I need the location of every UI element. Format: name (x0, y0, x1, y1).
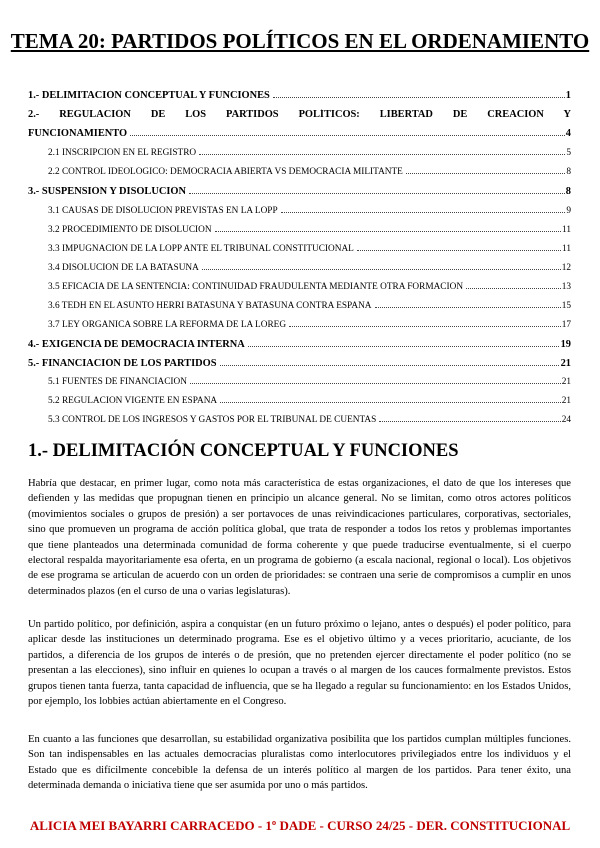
toc-entry[interactable]: 4.- EXIGENCIA DE DEMOCRACIA INTERNA 19 (28, 339, 571, 350)
toc-entry[interactable]: 5.1 FUENTES DE FINANCIACIÓN 21 (48, 377, 571, 387)
toc-entry[interactable]: 2.1 INSCRIPCIÓN EN EL REGISTRO 5 (48, 148, 571, 158)
toc-entry[interactable]: 1.- DELIMITACIÓN CONCEPTUAL Y FUNCIONES 1 (28, 90, 571, 101)
toc-entry[interactable]: 2.- REGULACIÓN DE LOS PARTIDOS POLÍTICOS: LIBERTAD DE CREACIÓN Y (28, 109, 571, 120)
toc-entry[interactable]: 3.7 LEY ORGÁNICA SOBRE LA REFORMA DE LA LOREG 17 (48, 320, 571, 330)
toc-entry[interactable]: 5.- FINANCIACIÓN DE LOS PARTIDOS 21 (28, 358, 571, 369)
toc-entry[interactable]: 3.1 CAUSAS DE DISOLUCIÓN PREVISTAS EN LA LOPP 9 (48, 206, 571, 216)
toc-entry[interactable]: 3.5 EFICACIA DE LA SENTENCIA: CONTINUIDAD FRAUDULENTA MEDIANTE OTRA FORMACIÓN 13 (48, 282, 571, 292)
toc-entry[interactable]: 3.4 DISOLUCIÓN DE LA BATASUNA 12 (48, 263, 571, 273)
document-title: TEMA 20: PARTIDOS POLÍTICOS EN EL ORDENAMIENTO (10, 29, 590, 53)
page-footer: ALICIA MEI BAYARRI CARRACEDO - 1º DADE - CURSO 24/25 - DER. CONSTITUCIONAL (29, 818, 571, 833)
toc-entry[interactable]: 3.- SUSPENSIÓN Y DISOLUCIÓN 8 (28, 186, 571, 197)
toc-entry-continued[interactable]: FUNCIONAMIENTO 4 (28, 128, 571, 139)
toc-entry[interactable]: 2.2 CONTROL IDEOLÓGICO: DEMOCRACIA ABIERTA VS DEMOCRACIA MILITANTE 8 (48, 167, 571, 177)
toc-entry[interactable]: 5.2 REGULACIÓN VIGENTE EN ESPAÑA 21 (48, 396, 571, 406)
toc-entry[interactable]: 3.6 TEDH EN EL ASUNTO HERRI BATASUNA Y BATASUNA CONTRA ESPAÑA 15 (48, 301, 571, 311)
toc-entry[interactable]: 3.3 IMPUGNACIÓN DE LA LOPP ANTE EL TRIBUNAL CONSTITUCIONAL 11 (48, 244, 571, 254)
paragraph: En cuanto a las funciones que desarrollan, su estabilidad organizativa posibilita que los partidos cumplan múltiples funciones. Son tan indispensables en las actuales democracias pluralistas como interlocutores privilegiados entre los individuos y el Estado que es difícilmente concebible la defensa de un interés político al margen de los partidos. Para tener éxito, una determinada demanda o iniciativa tiene que ser asumida por uno o más partidos. (28, 734, 571, 792)
paragraph: Habría que destacar, en primer lugar, como nota más característica de estas organizaciones, el dato de que los intereses que defienden y las medidas que propugnan tienen en principio un alcance general. No se limitan, como otros actores políticos (movimientos sociales o grupos de presión) a ser portavoces de unas reivindicaciones particulares, corporativas, sectoriales, sino que promueven un programa de acción política global, que trata de responder a todos los retos y problemas importantes que tiene planteados una determinada comunidad de forma coherente y que puede traducirse eventualmente, si el cuerpo electoral respalda mayoritariamente esa oferta, en un programa de gobierno (a escala nacional, regional o local). Los objetivos de ese programa se articulan de acuerdo con un orden de prioridades: se contraen una serie de compromisos a cumplir en unos determinados plazos (en el curso de una o varias legislaturas). (28, 478, 571, 597)
section-heading: 1.- DELIMITACIÓN CONCEPTUAL Y FUNCIONES (28, 441, 459, 461)
toc-entry[interactable]: 3.2 PROCEDIMIENTO DE DISOLUCIÓN 11 (48, 225, 571, 235)
toc-entry[interactable]: 5.3 CONTROL DE LOS INGRESOS Y GASTOS POR EL TRIBUNAL DE CUENTAS 24 (48, 415, 571, 425)
paragraph: Un partido político, por definición, aspira a conquistar (en un futuro próximo o lejano, antes o después) el poder político, para aplicar desde las instituciones un determinado programa. Ese es el objetivo último y a veces prioritario, acuciante, de los partidos, a diferencia de los grupos de interés o de presión, que no pretenden ejercer directamente el poder político (no se presentan a las elecciones), sino influir en quienes lo ocupan a través o al margen de los cauces formalmente previstos. Estos grupos tienen tanta fuerza, tanta capacidad de influencia, que se ha llegado a regular su funcionamiento: en los Estados Unidos, por ejemplo, los lobbies actúan abiertamente en el Congreso. (28, 619, 571, 708)
